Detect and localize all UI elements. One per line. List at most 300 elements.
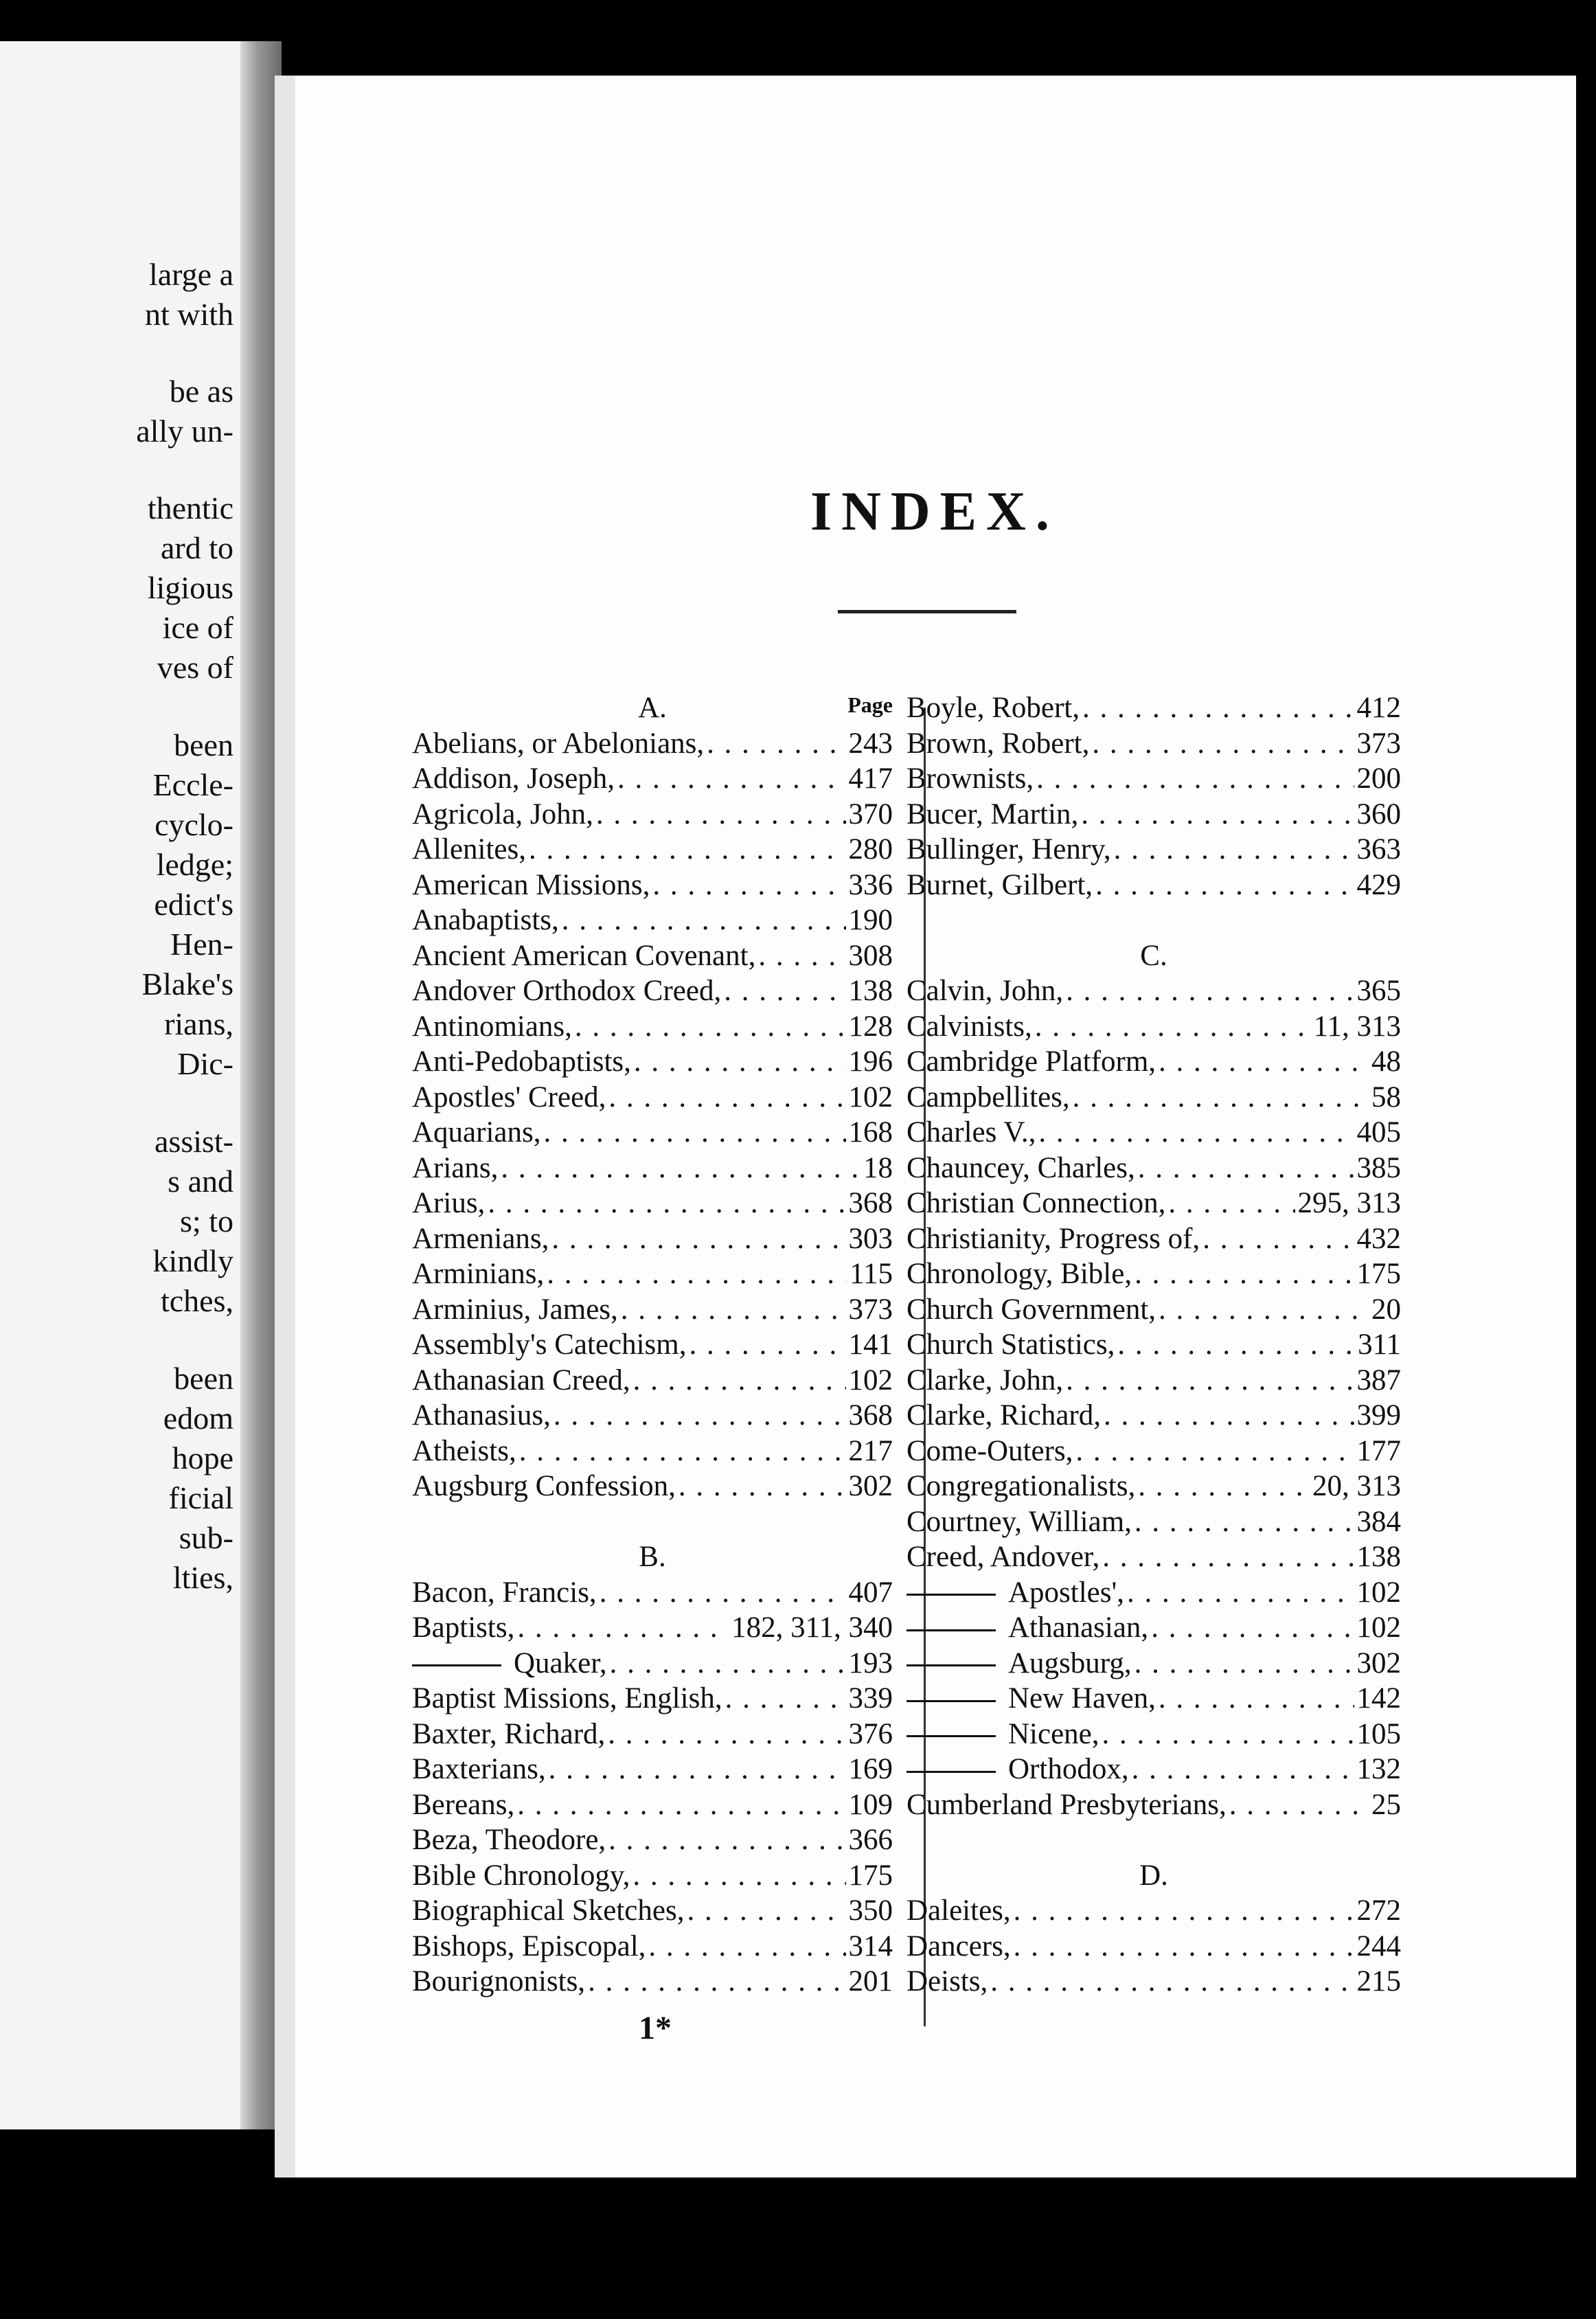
index-entry — [412, 1080, 893, 1116]
leader-dots — [1066, 973, 1354, 1009]
leader-dots — [1095, 868, 1354, 903]
leader-dots — [648, 1929, 845, 1965]
index-entry — [412, 1398, 893, 1434]
leader-dots — [1038, 1115, 1354, 1151]
entry-text: Christianity, Progress of, — [907, 1222, 1200, 1255]
leader-dots — [608, 1080, 845, 1116]
title-rule — [838, 610, 1016, 613]
entry-page: 217 — [848, 1434, 893, 1467]
leader-dots — [652, 868, 845, 903]
entry-text: Allenites, — [412, 833, 526, 866]
index-entry — [907, 1044, 1401, 1080]
entry-text: Baptist Missions, English, — [412, 1682, 722, 1715]
entry-page: 363 — [1356, 833, 1401, 866]
facing-page-line: Blake's — [141, 966, 233, 1002]
index-entry — [412, 938, 893, 974]
leader-dots — [724, 973, 845, 1009]
entry-page: 308 — [848, 939, 893, 972]
leader-dots — [687, 1893, 845, 1929]
page-title: INDEX. — [810, 482, 1059, 542]
leader-dots — [617, 761, 845, 797]
entry-page: 196 — [848, 1045, 893, 1078]
entry-text: Assembly's Catechism, — [412, 1328, 687, 1361]
entry-page: 429 — [1356, 868, 1401, 901]
ditto-dash — [907, 1629, 996, 1631]
entry-page: 373 — [1356, 727, 1401, 760]
index-entry — [412, 973, 893, 1009]
leader-dots — [1159, 1292, 1369, 1328]
ditto-dash — [907, 1594, 996, 1596]
facing-page-line: Dic- — [177, 1046, 233, 1081]
index-entry — [907, 1575, 1401, 1611]
index-entry — [907, 1186, 1401, 1221]
index-entry — [907, 1434, 1401, 1469]
section-gap — [412, 1504, 893, 1540]
entry-text: Church Statistics, — [907, 1328, 1115, 1361]
entry-page: 432 — [1356, 1222, 1401, 1255]
index-entry — [412, 868, 893, 903]
entry-text: Come-Outers, — [907, 1434, 1073, 1467]
entry-page: 115 — [850, 1258, 893, 1290]
section-letter: C. — [1140, 939, 1167, 972]
entry-name — [412, 1575, 597, 1611]
leader-dots — [1092, 726, 1354, 762]
index-entry — [907, 1504, 1401, 1540]
entry-name — [412, 1080, 606, 1116]
entry-page: 168 — [848, 1116, 893, 1149]
page-column-label: Page — [847, 692, 893, 717]
entry-page: 302 — [848, 1470, 893, 1502]
facing-page-line: hope — [172, 1440, 233, 1475]
entry-name — [907, 1893, 1011, 1929]
entry-page: 48 — [1371, 1045, 1401, 1078]
index-entry — [412, 1858, 893, 1894]
index-entry — [412, 1363, 893, 1399]
entry-name — [907, 1469, 1135, 1504]
leader-dots — [588, 1964, 845, 2000]
leader-dots — [543, 1115, 845, 1151]
entry-page: 384 — [1356, 1505, 1401, 1538]
entry-page: 368 — [848, 1187, 893, 1219]
leader-dots — [1073, 1080, 1369, 1116]
entry-name — [907, 1681, 1156, 1717]
entry-text: Calvin, John, — [907, 975, 1064, 1007]
leader-dots — [632, 1858, 845, 1894]
index-entry — [412, 1186, 893, 1221]
leader-dots — [1114, 832, 1354, 868]
entry-text: Bacon, Francis, — [412, 1576, 597, 1609]
entry-name — [412, 938, 755, 974]
facing-page-line: cyclo- — [155, 807, 233, 842]
leader-dots — [725, 1681, 846, 1717]
entry-text: Abelians, or Abelonians, — [412, 727, 705, 760]
entry-page: 215 — [1356, 1965, 1401, 1998]
index-entry — [412, 761, 893, 797]
entry-text: Deists, — [907, 1965, 988, 1998]
index-entry — [412, 1469, 893, 1504]
entry-page: 200 — [1356, 762, 1401, 795]
entry-page: 58 — [1371, 1081, 1401, 1113]
entry-text: Athanasian Creed, — [412, 1364, 630, 1396]
leader-dots — [621, 1292, 846, 1328]
index-entry — [907, 1115, 1401, 1151]
entry-text: Church Government, — [907, 1293, 1156, 1326]
index-entry — [412, 1681, 893, 1717]
entry-text: Biographical Sketches, — [412, 1894, 685, 1927]
entry-name — [412, 1681, 722, 1717]
index-entry — [412, 1044, 893, 1080]
index-entry — [412, 1646, 893, 1682]
index-entry — [412, 1893, 893, 1929]
facing-page-line: nt with — [144, 297, 233, 332]
entry-text: Andover Orthodox Creed, — [412, 975, 722, 1007]
leader-dots — [1229, 1787, 1369, 1823]
index-entry — [907, 1646, 1401, 1682]
leader-dots — [1135, 1256, 1354, 1292]
entry-page: 339 — [848, 1682, 893, 1715]
entry-page: 11, 313 — [1313, 1010, 1401, 1043]
index-entry — [907, 1151, 1401, 1186]
entry-page: 412 — [1356, 692, 1401, 724]
entry-text: Arius, — [412, 1187, 486, 1219]
leader-dots — [1135, 1504, 1354, 1540]
facing-page-line: lties, — [172, 1560, 233, 1595]
entry-page: 302 — [1356, 1647, 1401, 1679]
entry-text: Courtney, William, — [907, 1505, 1132, 1538]
entry-name — [907, 1186, 1165, 1221]
leader-dots — [488, 1186, 845, 1221]
entry-name — [412, 1115, 540, 1151]
leader-dots — [1138, 1469, 1310, 1504]
entry-text: Bourignonists, — [412, 1965, 586, 1998]
entry-text: Charles V., — [907, 1116, 1036, 1149]
entry-page: 190 — [848, 904, 893, 936]
leader-dots — [1035, 1009, 1311, 1045]
section-gap — [907, 1822, 1401, 1858]
entry-name — [907, 832, 1111, 868]
leader-dots — [1159, 1044, 1369, 1080]
entry-page: 128 — [848, 1010, 893, 1043]
facing-page-line: ves of — [157, 650, 233, 685]
index-entry — [907, 1893, 1401, 1929]
entry-name — [907, 1539, 1099, 1575]
entry-text: Campbellites, — [907, 1081, 1070, 1113]
entry-text: Augsburg, — [1008, 1647, 1132, 1679]
index-entry — [412, 1929, 893, 1965]
facing-page-line: s and — [168, 1164, 233, 1199]
entry-text: Quaker, — [514, 1647, 607, 1679]
entry-name — [907, 761, 1034, 797]
entry-name — [412, 1363, 630, 1399]
index-entry — [907, 1292, 1401, 1328]
entry-text: New Haven, — [1008, 1682, 1156, 1715]
facing-page-line: ficial — [168, 1480, 233, 1515]
index-entry — [412, 1151, 893, 1186]
entry-page: 102 — [1356, 1576, 1401, 1609]
index-entry — [907, 973, 1401, 1009]
entry-page: 350 — [848, 1894, 893, 1927]
entry-name — [907, 1398, 1101, 1434]
entry-name — [412, 832, 526, 868]
entry-page: 182, 311, 340 — [731, 1611, 893, 1644]
entry-page: 201 — [848, 1965, 893, 1998]
entry-text: Baptists, — [412, 1611, 515, 1644]
leader-dots — [529, 832, 846, 868]
index-entry — [907, 1964, 1401, 2000]
leader-dots — [501, 1151, 860, 1186]
entry-text: Bucer, Martin, — [907, 797, 1079, 830]
facing-page-line: Hen- — [170, 927, 233, 962]
entry-page: 376 — [848, 1717, 893, 1750]
ditto-dash — [412, 1664, 501, 1666]
leader-dots — [562, 903, 846, 938]
entry-text: Ancient American Covenant, — [412, 939, 756, 972]
index-entry — [412, 1717, 893, 1752]
entry-page: 244 — [1356, 1930, 1401, 1962]
entry-text: Beza, Theodore, — [412, 1824, 606, 1856]
entry-text: Bullinger, Henry, — [907, 833, 1111, 866]
entry-name — [412, 1292, 618, 1328]
entry-text: Burnet, Gilbert, — [907, 868, 1093, 901]
entry-text: Agricola, John, — [412, 797, 593, 830]
facing-page-line: been — [174, 1361, 233, 1396]
entry-name — [907, 1964, 988, 2000]
facing-page-line: large a — [148, 257, 233, 292]
entry-name — [412, 797, 593, 833]
facing-page-line: edom — [163, 1401, 233, 1436]
entry-text: Apostles', — [1008, 1576, 1124, 1609]
entry-page: 295, 313 — [1297, 1187, 1401, 1219]
entry-name — [412, 1327, 687, 1363]
index-entry — [412, 1256, 893, 1292]
facing-page — [0, 41, 282, 2129]
entry-page: 142 — [1356, 1682, 1401, 1715]
entry-page: 175 — [1356, 1258, 1401, 1290]
entry-text: Cumberland Presbyterians, — [907, 1788, 1227, 1821]
entry-page: 366 — [848, 1824, 893, 1856]
entry-page: 272 — [1356, 1894, 1401, 1927]
section-gap — [907, 903, 1401, 938]
entry-text: Clarke, John, — [907, 1364, 1064, 1396]
entry-name — [412, 1186, 485, 1221]
entry-text: Orthodox, — [1008, 1753, 1129, 1785]
section-heading — [412, 690, 893, 726]
leader-dots — [679, 1469, 846, 1504]
entry-name — [412, 1009, 572, 1045]
leader-dots — [1132, 1752, 1354, 1787]
leader-dots — [608, 1822, 845, 1858]
entry-name — [412, 1221, 549, 1257]
entry-text: American Missions, — [412, 868, 650, 901]
entry-page: 102 — [1356, 1611, 1401, 1644]
facing-page-line: ard to — [160, 530, 233, 565]
entry-page: 365 — [1356, 975, 1401, 1007]
entry-name — [907, 1787, 1227, 1823]
entry-text: Congregationalists, — [907, 1470, 1136, 1502]
leader-dots — [634, 1044, 846, 1080]
index-entry — [412, 1610, 893, 1646]
leader-dots — [1117, 1327, 1355, 1363]
entry-text: Athanasius, — [412, 1399, 551, 1432]
entry-name — [412, 1929, 646, 1965]
facing-page-line: ligious — [147, 570, 233, 605]
entry-page: 407 — [848, 1576, 893, 1609]
entry-text: Cambridge Platform, — [907, 1045, 1156, 1078]
entry-page: 243 — [848, 727, 893, 760]
index-entry — [907, 726, 1401, 762]
entry-page: 193 — [848, 1647, 893, 1679]
entry-name — [412, 1469, 676, 1504]
entry-page: 109 — [848, 1788, 893, 1821]
entry-name — [907, 1504, 1132, 1540]
leader-dots — [689, 1327, 846, 1363]
index-entry — [907, 1009, 1401, 1045]
facing-page-line: ally un- — [136, 414, 233, 449]
leader-dots — [1102, 1539, 1354, 1575]
entry-text: Arminians, — [412, 1258, 545, 1290]
leader-dots — [1036, 761, 1354, 797]
index-entry — [907, 1363, 1401, 1399]
index-entry — [907, 1717, 1401, 1752]
section-heading — [907, 1858, 1401, 1894]
entry-text: Augsburg Confession, — [412, 1470, 676, 1502]
leader-dots — [1104, 1398, 1354, 1434]
entry-name — [907, 1327, 1115, 1363]
index-entry — [412, 1434, 893, 1469]
entry-text: Aquarians, — [412, 1116, 541, 1149]
leader-dots — [1102, 1717, 1354, 1752]
entry-text: Bible Chronology, — [412, 1859, 630, 1892]
entry-name — [907, 797, 1078, 833]
index-entry — [907, 1681, 1401, 1717]
entry-name — [907, 1115, 1036, 1151]
index-entry — [907, 1787, 1401, 1823]
index-entry — [907, 1752, 1401, 1787]
entry-name — [412, 1893, 684, 1929]
entry-name — [412, 1398, 551, 1434]
entry-text: Boyle, Robert, — [907, 692, 1080, 724]
entry-page: 102 — [848, 1364, 893, 1396]
facing-page-line: tches, — [160, 1283, 233, 1318]
entry-name — [907, 1292, 1156, 1328]
entry-page: 138 — [1356, 1541, 1401, 1573]
index-entry — [907, 1080, 1401, 1116]
entry-text: Nicene, — [1008, 1717, 1099, 1750]
index-entry — [412, 1822, 893, 1858]
ditto-dash — [907, 1735, 996, 1737]
index-entry — [907, 1610, 1401, 1646]
entry-name — [412, 973, 721, 1009]
entry-text: Antinomians, — [412, 1010, 572, 1043]
section-heading — [412, 1539, 893, 1575]
entry-name — [412, 868, 650, 903]
entry-page: 280 — [848, 833, 893, 866]
section-heading — [907, 938, 1401, 974]
index-entry — [412, 1292, 893, 1328]
leader-dots — [633, 1363, 846, 1399]
entry-page: 314 — [848, 1930, 893, 1962]
facing-page-line: sub- — [179, 1520, 233, 1555]
index-entry — [412, 1575, 893, 1611]
entry-name — [412, 1858, 630, 1894]
leader-dots — [517, 1787, 845, 1823]
leader-dots — [1151, 1610, 1354, 1646]
leader-dots — [1202, 1221, 1354, 1257]
entry-page: 25 — [1371, 1788, 1401, 1821]
index-entry — [907, 868, 1401, 903]
entry-page: 373 — [848, 1293, 893, 1326]
entry-page: 20 — [1371, 1293, 1401, 1326]
entry-page: 370 — [848, 797, 893, 830]
index-entry — [412, 1787, 893, 1823]
entry-text: Arminius, James, — [412, 1293, 618, 1326]
ditto-dash — [907, 1771, 996, 1773]
entry-page: 399 — [1356, 1399, 1401, 1432]
entry-page: 20, 313 — [1312, 1470, 1401, 1502]
index-entry — [907, 832, 1401, 868]
index-entry — [907, 1469, 1401, 1504]
entry-page: 336 — [848, 868, 893, 901]
entry-text: Brownists, — [907, 762, 1034, 795]
index-entry — [412, 1964, 893, 2000]
entry-name — [907, 1646, 1132, 1682]
entry-name — [907, 1221, 1200, 1257]
facing-page-line: ice of — [162, 610, 233, 645]
facing-page-line: edict's — [154, 887, 233, 922]
facing-page-line: thentic — [147, 490, 233, 525]
entry-text: Chauncey, Charles, — [907, 1151, 1135, 1184]
entry-name — [412, 1646, 607, 1682]
entry-page: 175 — [848, 1859, 893, 1892]
entry-name — [412, 1787, 514, 1823]
entry-name — [412, 903, 559, 938]
leader-dots — [1075, 1434, 1354, 1469]
index-entry — [907, 1221, 1401, 1257]
leader-dots — [596, 797, 846, 833]
facing-page-line: assist- — [155, 1124, 233, 1159]
entry-text: Dancers, — [907, 1930, 1011, 1962]
leader-dots — [1082, 690, 1354, 726]
entry-name — [907, 868, 1093, 903]
facing-page-line: been — [174, 727, 233, 762]
entry-name — [412, 1256, 544, 1292]
entry-text: Anabaptists, — [412, 904, 559, 936]
leader-dots — [1135, 1646, 1354, 1682]
entry-text: Addison, Joseph, — [412, 762, 615, 795]
entry-text: Arians, — [412, 1151, 499, 1184]
entry-text: Chronology, Bible, — [907, 1258, 1132, 1290]
entry-page: 102 — [848, 1081, 893, 1113]
entry-text: Apostles' Creed, — [412, 1081, 606, 1113]
leader-dots — [575, 1009, 846, 1045]
entry-page: 138 — [848, 975, 893, 1007]
entry-name — [412, 1044, 631, 1080]
facing-page-line: rians, — [164, 1006, 233, 1041]
leader-dots — [1127, 1575, 1354, 1611]
index-column-right — [907, 690, 1401, 2000]
entry-name — [412, 1717, 605, 1752]
entry-name — [907, 1575, 1124, 1611]
entry-name — [907, 973, 1063, 1009]
facing-page-line: ledge; — [156, 847, 233, 882]
entry-text: Baxter, Richard, — [412, 1717, 606, 1750]
section-letter: A. — [638, 692, 667, 724]
facing-page-line: kindly — [152, 1243, 233, 1278]
section-letter: B. — [639, 1541, 666, 1573]
index-entry — [412, 1115, 893, 1151]
entry-text: Bishops, Episcopal, — [412, 1930, 646, 1962]
entry-page: 169 — [848, 1753, 893, 1785]
